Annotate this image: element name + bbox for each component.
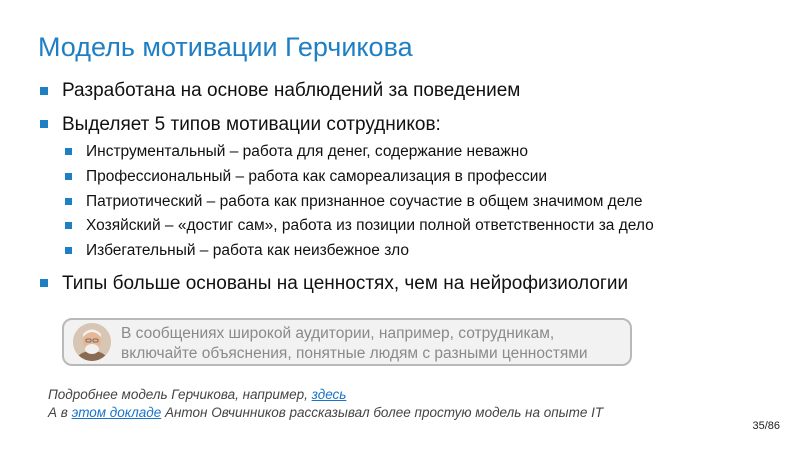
callout-line: В сообщениях широкой аудитории, например, сотрудникам,: [121, 325, 555, 342]
subbullet-item: Инструментальный – работа для денег, содержание неважно: [86, 143, 528, 160]
footer-text: Подробнее модель Герчикова, например,: [48, 387, 312, 402]
footer-line: [48, 404, 603, 422]
bullet-item: Типы больше основаны на ценностях, чем на нейрофизиологии: [62, 273, 629, 294]
footer-line: [48, 386, 603, 404]
subbullet-item: Патриотический – работа как признанное соучастие в общем значимом деле: [86, 193, 643, 210]
square-bullet-icon: [65, 198, 72, 205]
bullet-item: Выделяет 5 типов мотивации сотрудников:: [62, 114, 441, 135]
subbullet-item: Избегательный – работа как неизбежное зло: [86, 242, 409, 259]
square-bullet-icon: [65, 222, 72, 229]
callout-text: [121, 324, 631, 364]
bullet-item: Разработана на основе наблюдений за поведением: [62, 80, 521, 101]
callout-line: включайте объяснения, понятные людям с разными ценностями: [121, 345, 588, 362]
subbullet-item: Профессиональный – работа как самореализация в профессии: [86, 168, 548, 185]
link-here[interactable]: здесь: [311, 387, 347, 402]
square-bullet-icon: [65, 173, 72, 180]
footer-notes: [48, 386, 603, 422]
footer-text: А в: [48, 405, 72, 420]
page-number: 35/86: [752, 420, 780, 432]
square-bullet-icon: [40, 279, 48, 287]
footer-text: Антон Овчинников рассказывал более простую модель на опыте IT: [161, 405, 604, 420]
square-bullet-icon: [65, 247, 72, 254]
link-this-talk[interactable]: этом докладе: [71, 405, 162, 420]
avatar-portrait-icon: [73, 323, 111, 361]
square-bullet-icon: [65, 148, 72, 155]
square-bullet-icon: [40, 120, 48, 128]
tip-callout: [62, 318, 632, 366]
square-bullet-icon: [40, 87, 48, 95]
subbullet-item: Хозяйский – «достиг сам», работа из позиции полной ответственности за дело: [86, 217, 654, 234]
author-avatar: [73, 323, 111, 361]
slide-title: Модель мотивации Герчикова: [38, 32, 413, 62]
